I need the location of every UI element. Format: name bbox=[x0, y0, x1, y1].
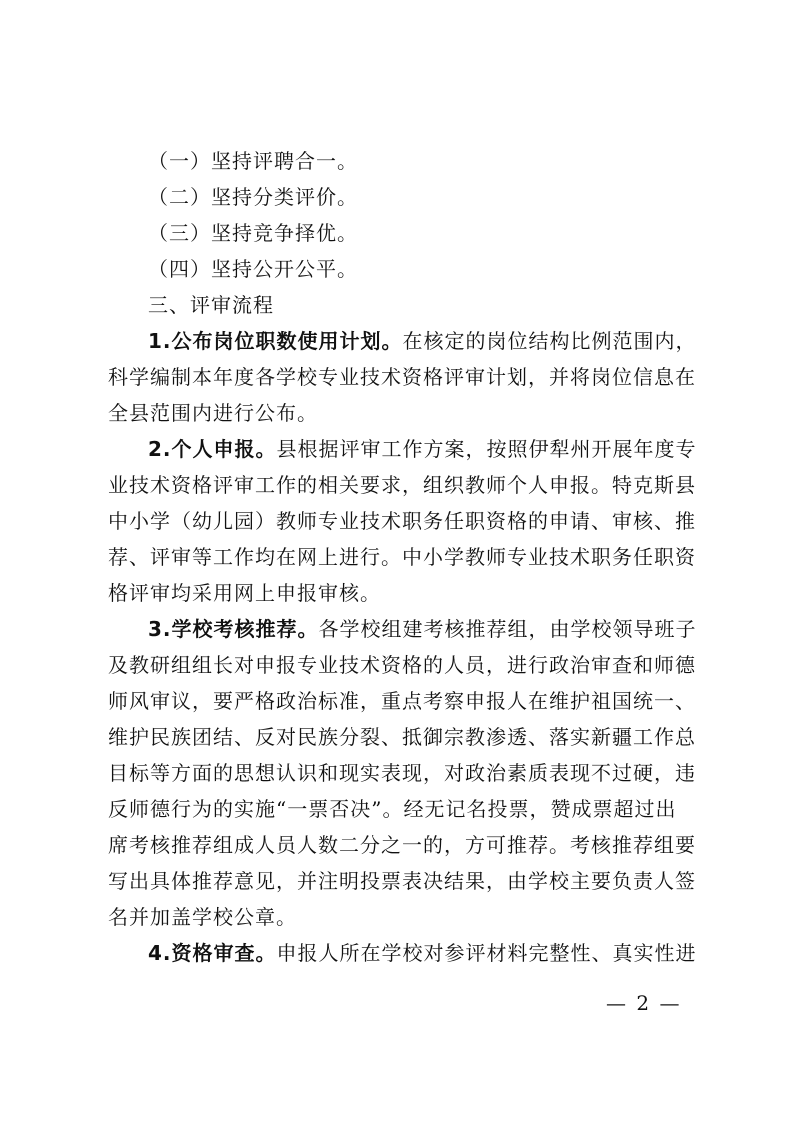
principle-item: （三）坚持竞争择优。 bbox=[148, 221, 358, 245]
step-text: 各学校组建考核推荐组，由学校领导班子 bbox=[318, 617, 697, 641]
step-text: 中小学（幼儿园）教师专业技术职务任职资格的申请、审核、推 bbox=[108, 509, 696, 533]
step-heading: 3.学校考核推荐。 bbox=[148, 617, 319, 641]
step-text: 在核定的岗位结构比例范围内， bbox=[402, 329, 697, 353]
step-heading: 2.个人申报。 bbox=[148, 437, 277, 461]
document-body bbox=[108, 143, 697, 971]
step-text: 及教研组组长对申报专业技术资格的人员，进行政治审查和师德 bbox=[108, 653, 696, 677]
step-text: 格评审均采用网上申报审核。 bbox=[108, 581, 381, 605]
step-text: 写出具体推荐意见，并注明投票表决结果，由学校主要负责人签 bbox=[108, 869, 696, 893]
section-title: 三、评审流程 bbox=[148, 293, 274, 317]
step-text: 全县范围内进行公布。 bbox=[108, 401, 318, 425]
step-text: 名并加盖学校公章。 bbox=[108, 905, 297, 929]
step-text: 目标等方面的思想认识和现实表现，对政治素质表现不过硬，违 bbox=[108, 761, 696, 785]
step-text: 维护民族团结、反对民族分裂、抵御宗教渗透、落实新疆工作总 bbox=[108, 725, 696, 749]
step-text: 师风审议，要严格政治标准，重点考察申报人在维护祖国统一、 bbox=[108, 689, 696, 713]
principle-item: （一）坚持评聘合一。 bbox=[148, 149, 358, 173]
step-text: 科学编制本年度各学校专业技术资格评审计划，并将岗位信息在 bbox=[108, 365, 696, 389]
step-text: 业技术资格评审工作的相关要求，组织教师个人申报。特克斯县 bbox=[108, 473, 696, 497]
step-text: 申报人所在学校对参评材料完整性、真实性进 bbox=[276, 941, 697, 965]
step-text: 席考核推荐组成人员人数二分之一的，方可推荐。考核推荐组要 bbox=[108, 833, 696, 857]
principle-item: （四）坚持公开公平。 bbox=[148, 257, 358, 281]
step-paragraph bbox=[108, 431, 697, 611]
step-paragraph bbox=[108, 935, 697, 971]
step-text: 荐、评审等工作均在网上进行。中小学教师专业技术职务任职资 bbox=[108, 545, 696, 569]
step-paragraph bbox=[108, 611, 697, 935]
step-paragraph bbox=[108, 323, 697, 431]
step-text: 反师德行为的实施“一票否决”。经无记名投票，赞成票超过出 bbox=[108, 797, 677, 821]
step-text: 县根据评审工作方案，按照伊犁州开展年度专 bbox=[276, 437, 697, 461]
step-heading: 1.公布岗位职数使用计划。 bbox=[148, 329, 403, 353]
principle-item: （二）坚持分类评价。 bbox=[148, 185, 358, 209]
step-heading: 4.资格审查。 bbox=[148, 941, 277, 965]
page-number: — 2 — bbox=[606, 991, 682, 1015]
